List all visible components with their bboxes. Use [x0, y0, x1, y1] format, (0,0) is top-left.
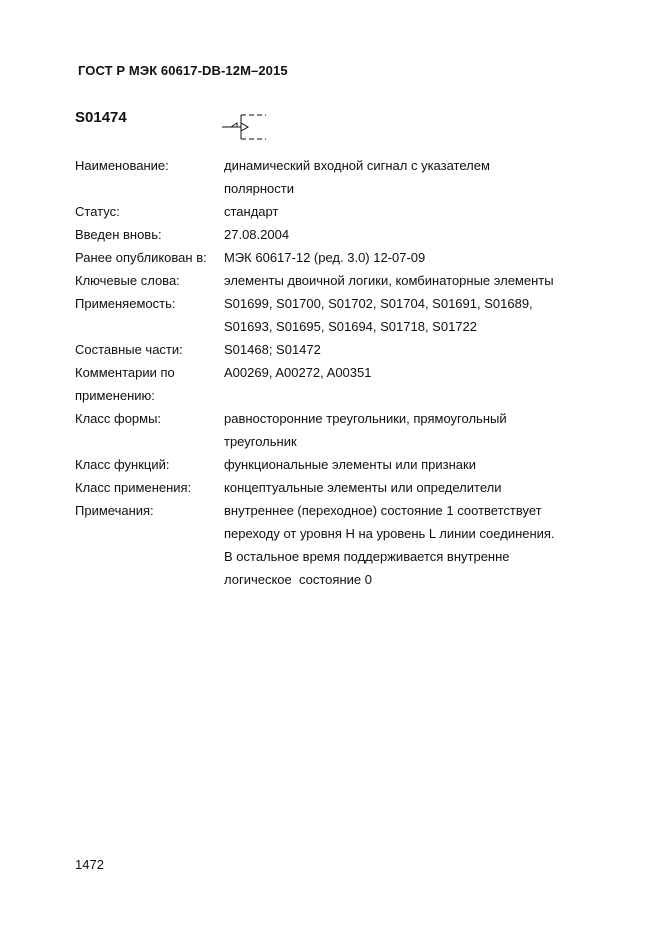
field-value [224, 407, 595, 453]
field-value [224, 292, 595, 338]
dynamic-input-polarity-symbol-icon [222, 110, 272, 144]
field-function-class [75, 453, 595, 476]
value-line: концептуальные элементы или определители [224, 480, 502, 495]
symbol-code: S01474 [75, 109, 127, 126]
field-application-comments [75, 361, 595, 407]
field-label: Введен вновь: [75, 227, 162, 242]
field-label: Составные части: [75, 342, 183, 357]
field-previously-published [75, 246, 595, 269]
field-label: Наименование: [75, 158, 169, 173]
field-value [224, 200, 595, 223]
value-line: равносторонние треугольники, прямоугольный [224, 411, 507, 426]
field-label: Применяемость: [75, 296, 176, 311]
attribute-table [75, 154, 595, 591]
field-value [224, 223, 595, 246]
field-value [224, 154, 595, 200]
field-label: Примечания: [75, 503, 154, 518]
value-line: стандарт [224, 204, 279, 219]
field-notes [75, 499, 595, 591]
value-line: треугольник [224, 434, 297, 449]
field-value [224, 499, 595, 591]
field-value [224, 453, 595, 476]
field-value [224, 246, 595, 269]
field-shape-class [75, 407, 595, 453]
field-value [224, 338, 595, 361]
value-line: элементы двоичной логики, комбинаторные элементы [224, 273, 554, 288]
value-line: внутреннее (переходное) состояние 1 соответствует [224, 503, 542, 518]
value-line: динамический входной сигнал с указателем [224, 158, 490, 173]
field-label: Класс формы: [75, 411, 162, 426]
value-line: A00269, A00272, A00351 [224, 365, 372, 380]
value-line: полярности [224, 181, 294, 196]
field-applicability [75, 292, 595, 338]
field-name [75, 154, 595, 200]
value-line: В остальное время поддерживается внутренне [224, 549, 510, 564]
label-line: Комментарии по [75, 365, 175, 380]
field-value [224, 476, 595, 499]
value-line: функциональные элементы или признаки [224, 457, 476, 472]
value-line: S01468; S01472 [224, 342, 321, 357]
field-keywords [75, 269, 595, 292]
field-label: Ключевые слова: [75, 273, 180, 288]
label-line: применению: [75, 388, 155, 403]
value-line: логическое состояние 0 [224, 572, 372, 587]
value-line: S01693, S01695, S01694, S01718, S01722 [224, 319, 477, 334]
value-line: 27.08.2004 [224, 227, 290, 242]
field-label: Класс применения: [75, 480, 192, 495]
field-label [75, 361, 224, 407]
field-status [75, 200, 595, 223]
field-value [224, 269, 595, 292]
value-line: S01699, S01700, S01702, S01704, S01691, S01689, [224, 296, 533, 311]
value-line: переходу от уровня H на уровень L линии соединения. [224, 526, 555, 541]
value-line: МЭК 60617-12 (ред. 3.0) 12-07-09 [224, 250, 426, 265]
field-application-class [75, 476, 595, 499]
page-number: 1472 [75, 857, 104, 872]
field-components [75, 338, 595, 361]
document-header: ГОСТ Р МЭК 60617-DB-12M–2015 [78, 63, 288, 78]
field-value [224, 361, 595, 407]
field-introduced [75, 223, 595, 246]
field-label: Класс функций: [75, 457, 170, 472]
field-label: Статус: [75, 204, 120, 219]
field-label: Ранее опубликован в: [75, 250, 207, 265]
